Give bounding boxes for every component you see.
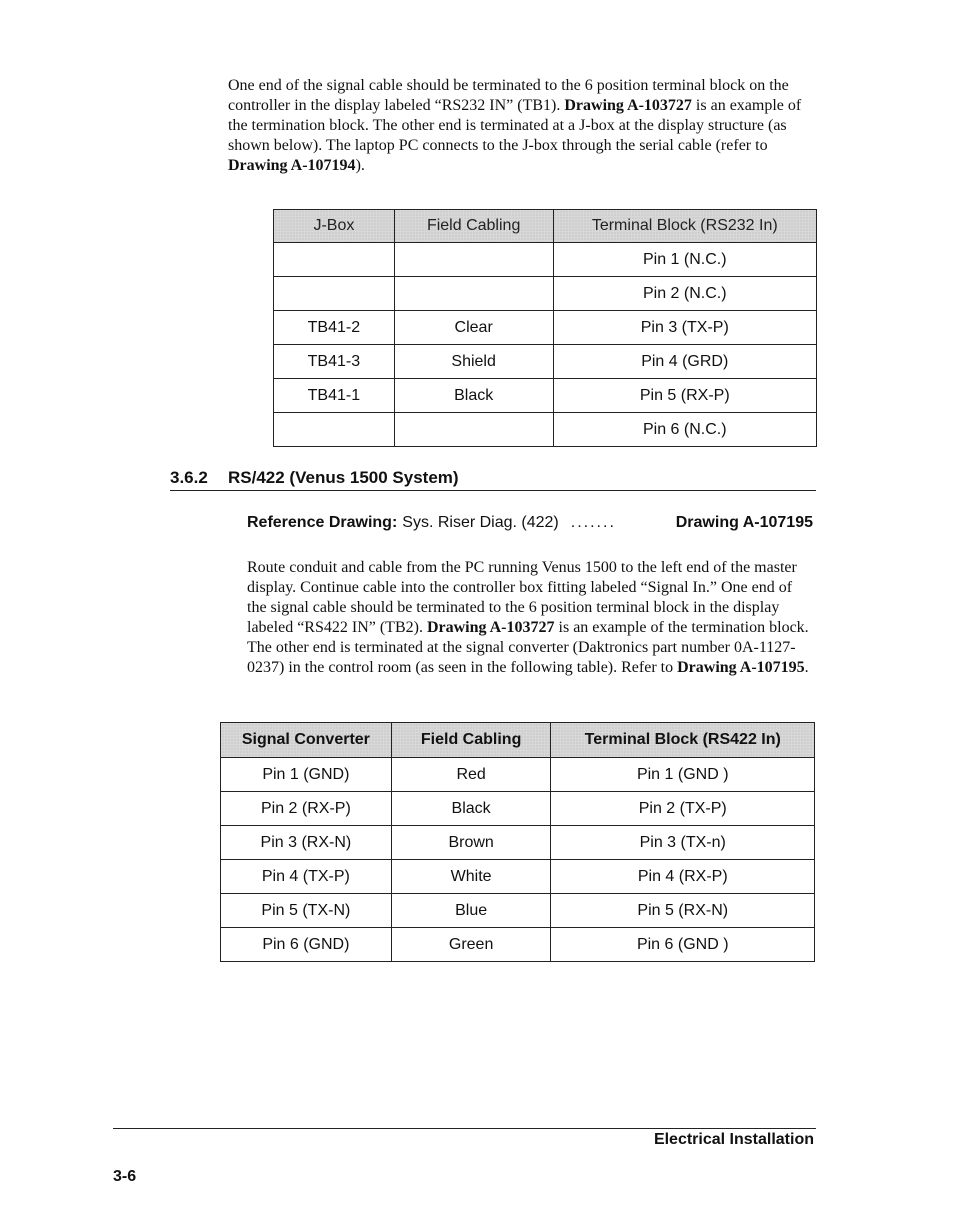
body-paragraph	[247, 558, 813, 678]
table-row	[221, 826, 815, 860]
table-row	[274, 311, 817, 345]
table-cell	[274, 277, 395, 311]
table-header-terminal-block: Terminal Block (RS232 In)	[553, 210, 816, 243]
table-cell: Pin 6 (N.C.)	[553, 413, 816, 447]
table-cell: Pin 1 (GND )	[551, 758, 815, 792]
body-text-3: .	[804, 659, 809, 676]
intro-text-2: is an example of the termination block. The other end is terminated at a J-box at the display structure (as shown below). The laptop PC connects to the J-box through the serial cable (refer to	[228, 97, 802, 154]
section-number: 3.6.2	[170, 468, 208, 487]
table-row	[274, 413, 817, 447]
table-row	[274, 243, 817, 277]
table-header-field-cabling: Field Cabling	[394, 210, 553, 243]
table-cell: Black	[394, 379, 553, 413]
reference-text: Sys. Riser Diag. (422)	[402, 514, 559, 531]
intro-text-1: One end of the signal cable should be terminated to the 6 position terminal block on the controller in the display labeled “RS232 IN” (TB1).	[228, 77, 789, 114]
table-cell: Shield	[394, 345, 553, 379]
table-cell: Black	[391, 792, 551, 826]
table-row	[221, 792, 815, 826]
table-header-terminal-block: Terminal Block (RS422 In)	[551, 723, 815, 758]
table-row	[274, 379, 817, 413]
table-cell: Pin 3 (TX-P)	[553, 311, 816, 345]
intro-text-3: ).	[355, 157, 365, 174]
section-title: RS/422 (Venus 1500 System)	[228, 468, 459, 487]
table-cell: TB41-2	[274, 311, 395, 345]
table-cell: Pin 1 (N.C.)	[553, 243, 816, 277]
rs232-pinout-table	[273, 209, 817, 447]
body-drawing-ref-2: Drawing A-107195	[677, 659, 805, 676]
body-drawing-ref-1: Drawing A-103727	[426, 619, 555, 636]
table-cell: White	[391, 860, 551, 894]
reference-leader-dots: .......	[570, 514, 616, 531]
table-cell: Blue	[391, 894, 551, 928]
intro-drawing-ref-2: Drawing A-107194	[228, 157, 356, 174]
table-cell: Pin 6 (GND)	[221, 928, 392, 962]
table-cell: Pin 2 (N.C.)	[553, 277, 816, 311]
footer-rule	[113, 1128, 816, 1129]
table-cell: Pin 4 (GRD)	[553, 345, 816, 379]
table-cell: Pin 5 (RX-P)	[553, 379, 816, 413]
table-cell	[274, 413, 395, 447]
table-header-jbox: J-Box	[274, 210, 395, 243]
table-cell: Green	[391, 928, 551, 962]
table-cell: Pin 3 (TX-n)	[551, 826, 815, 860]
table-cell: Pin 5 (RX-N)	[551, 894, 815, 928]
section-heading	[170, 468, 816, 491]
table-cell: Brown	[391, 826, 551, 860]
page-number: 3-6	[113, 1168, 137, 1185]
table-cell	[274, 243, 395, 277]
table-row	[221, 928, 815, 962]
table-cell: Pin 1 (GND)	[221, 758, 392, 792]
table-header-field-cabling: Field Cabling	[391, 723, 551, 758]
reference-drawing-line	[247, 514, 813, 532]
body-text-2: is an example of the termination block. The other end is terminated at the signal converter (Daktronics part number 0A-1127-0237) in the control room (as seen in the following table). Refer to	[247, 619, 809, 676]
table-cell: Clear	[394, 311, 553, 345]
table-cell: Red	[391, 758, 551, 792]
reference-label: Reference Drawing:	[247, 514, 398, 531]
table-cell	[394, 243, 553, 277]
intro-paragraph	[228, 76, 818, 176]
body-text-1: Route conduit and cable from the PC running Venus 1500 to the left end of the master display. Continue cable into the controller box fitting labeled “Signal In.” One end of the signal cable should be terminated to the 6 position terminal block in the display labeled “RS422 IN” (TB2).	[247, 559, 797, 636]
reference-drawing-number: Drawing A-107195	[675, 514, 813, 531]
table-row	[221, 758, 815, 792]
table-cell: Pin 4 (TX-P)	[221, 860, 392, 894]
table-row	[274, 345, 817, 379]
table-cell: Pin 2 (RX-P)	[221, 792, 392, 826]
intro-drawing-ref-1: Drawing A-103727	[564, 97, 692, 114]
table-cell: TB41-3	[274, 345, 395, 379]
table-cell: Pin 2 (TX-P)	[551, 792, 815, 826]
table-cell: Pin 6 (GND )	[551, 928, 815, 962]
table-cell	[394, 277, 553, 311]
table-cell: Pin 5 (TX-N)	[221, 894, 392, 928]
table-row	[274, 277, 817, 311]
table-row	[221, 894, 815, 928]
table-cell	[394, 413, 553, 447]
table-cell: Pin 4 (RX-P)	[551, 860, 815, 894]
rs422-pinout-table	[220, 722, 815, 962]
footer-title: Electrical Installation	[653, 1131, 814, 1148]
table-cell: Pin 3 (RX-N)	[221, 826, 392, 860]
table-row	[221, 860, 815, 894]
table-cell: TB41-1	[274, 379, 395, 413]
table-header-signal-converter: Signal Converter	[221, 723, 392, 758]
